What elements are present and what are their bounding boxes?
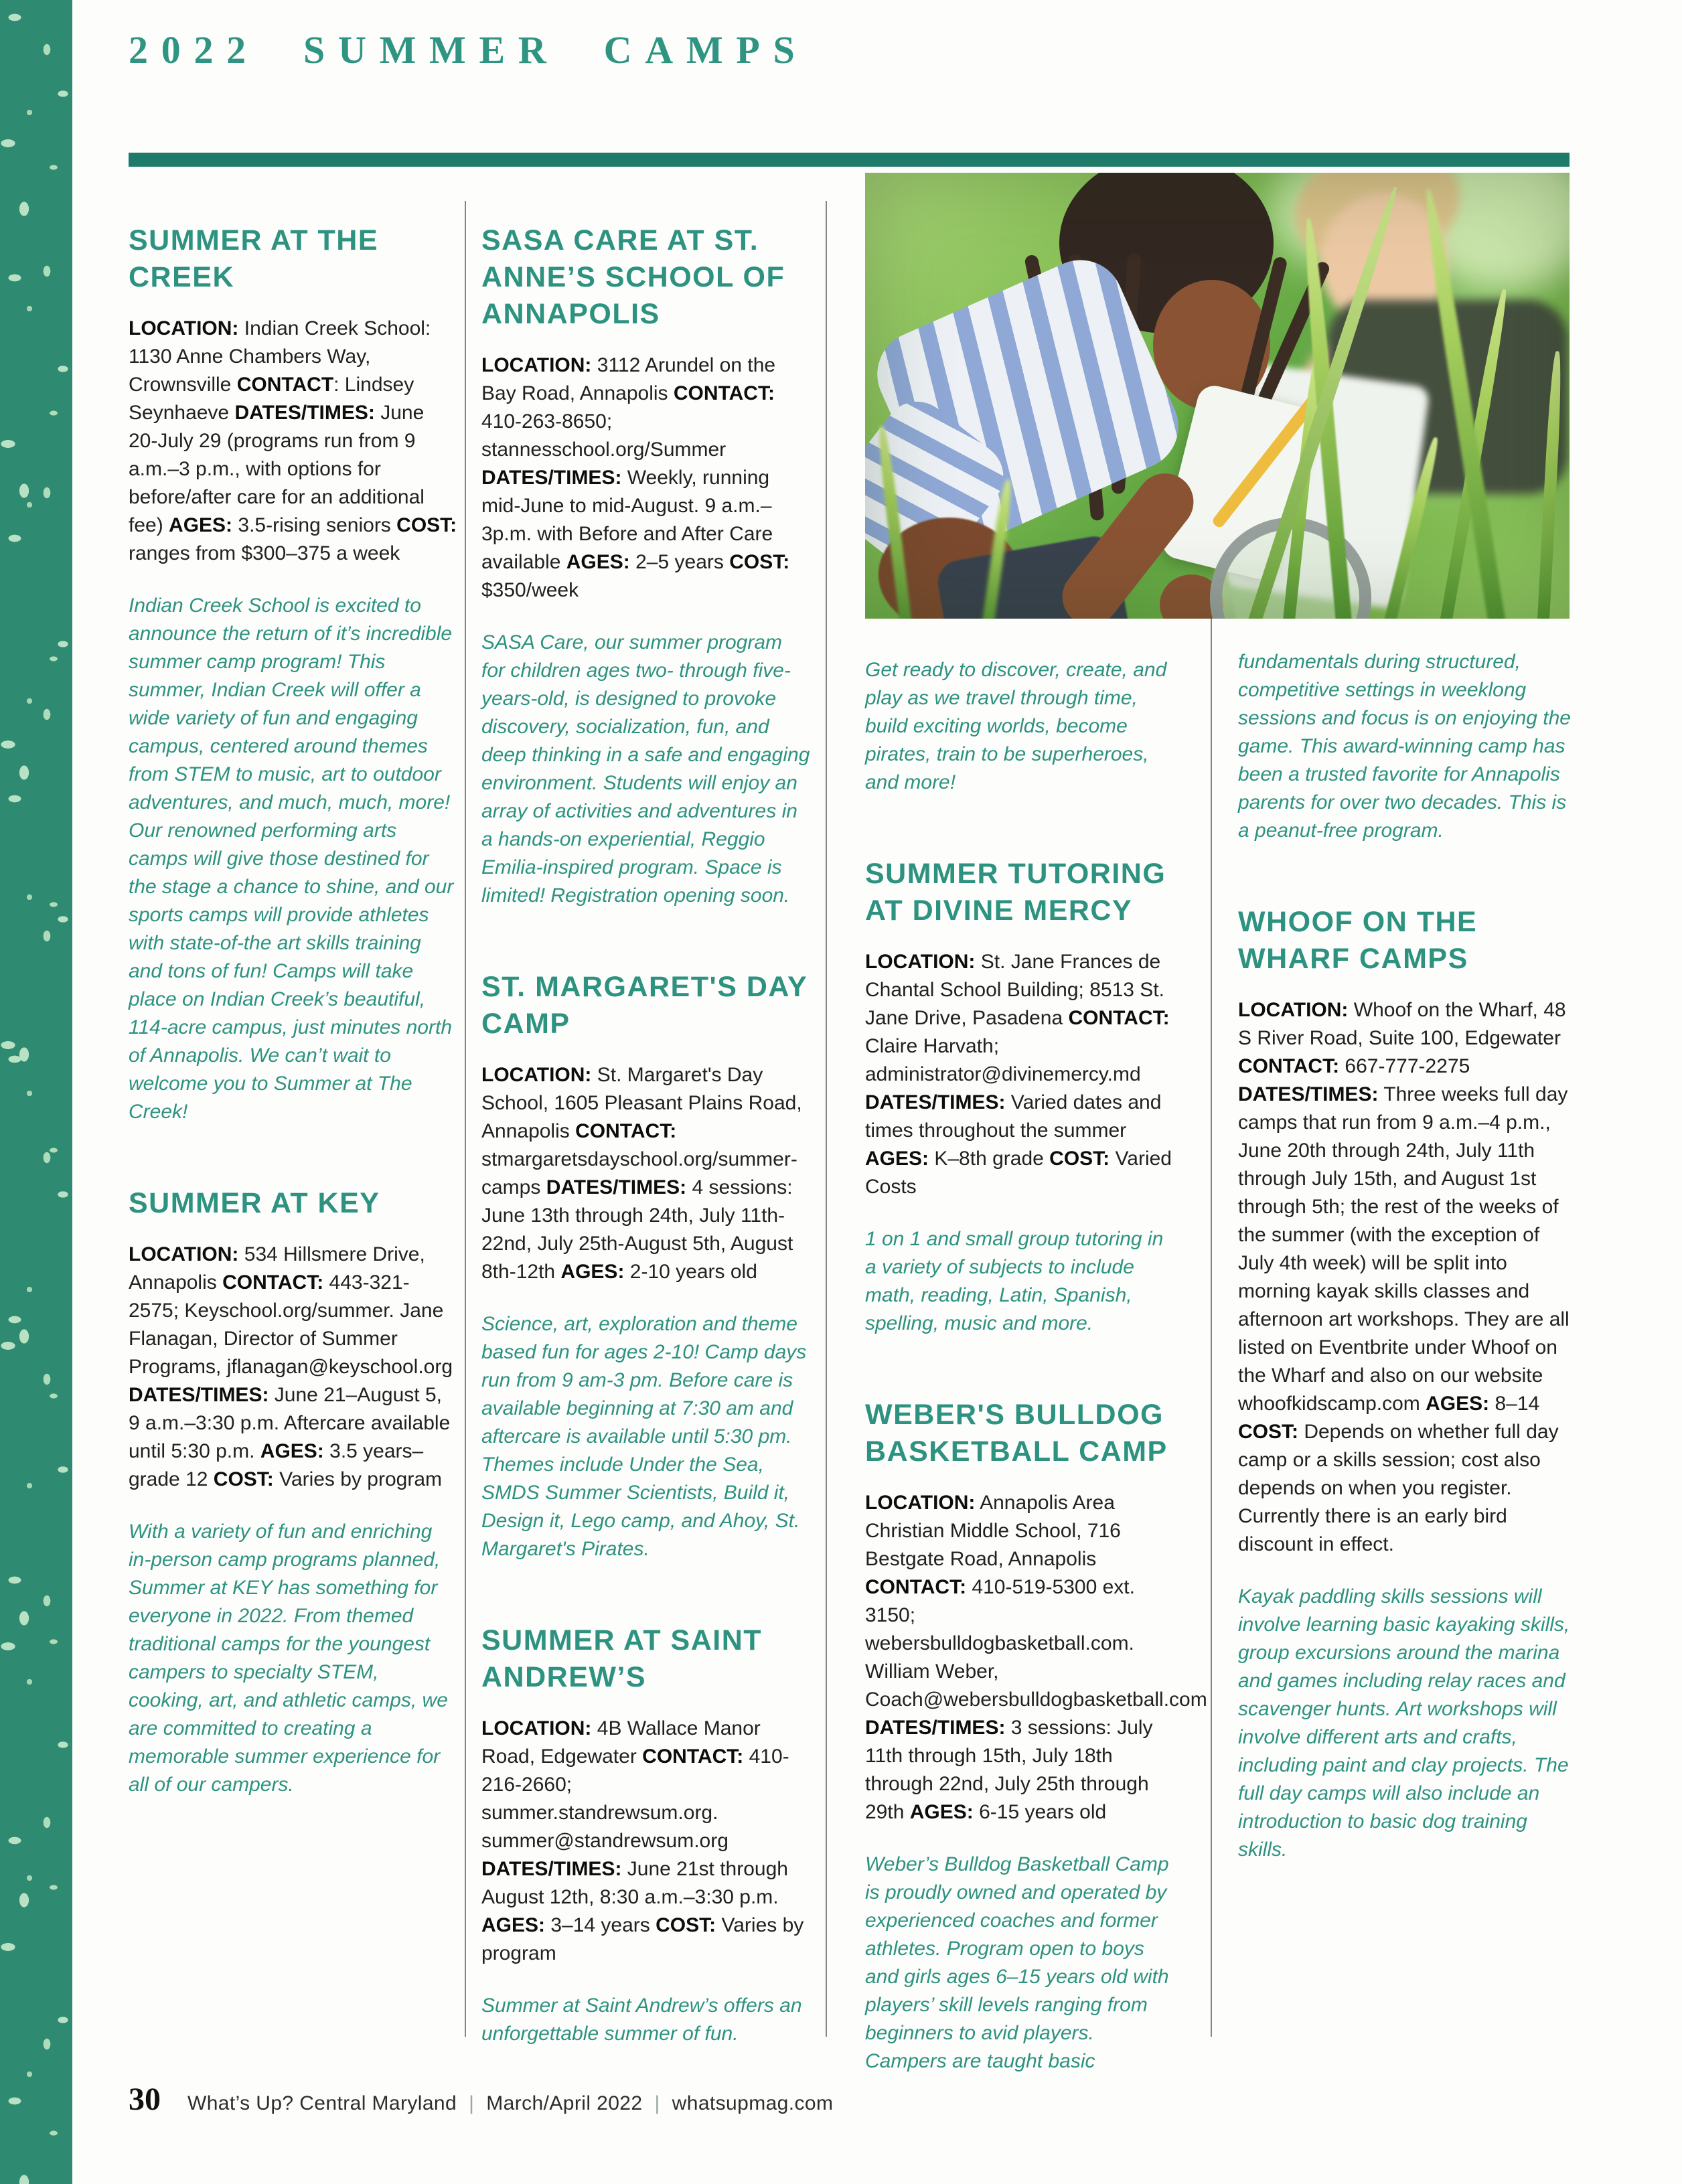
info-label: COST: bbox=[1049, 1148, 1110, 1170]
camp-description: Summer at Saint Andrew’s offers an unforgettable summer of fun. bbox=[481, 1995, 802, 2045]
camp-info: LOCATION: 3112 Arundel on the Bay Road, Annapolis CONTACT: 410-263-8650; stannesschool.org/Summer DATES/TIMES: Weekly, running mid-June to mid-August. 9 a.m.–3p.m. with Before and After Care available AGES: 2–5 years COST: $350/week bbox=[481, 354, 790, 601]
camp-info: LOCATION: 534 Hillsmere Drive, Annapolis CONTACT: 443-321-2575; Keyschool.org/summer. Jane Flanagan, Director of Summer Programs, jflanagan@keyschool.org DATES/TIMES: June 21–August 5, 9 a.m.–3:30 p.m. Aftercare available until 5:30 p.m. AGES: 3.5 years–grade 12 COST: Varies by program bbox=[129, 1243, 453, 1490]
info-label: COST: bbox=[213, 1468, 274, 1490]
camp-description: With a variety of fun and enriching in-person camp programs planned, Summer at KEY has something for everyone in 2022. From themed traditional camps for the youngest campers to specialty STEM, cooking, art, and athletic camps, we are committed to creating a memorable summer experience for all of our campers. bbox=[129, 1520, 448, 1796]
info-label: COST: bbox=[729, 551, 790, 573]
section-heading: SUMMER AT KEY bbox=[129, 1187, 380, 1219]
info-label: DATES/TIMES: bbox=[481, 1858, 622, 1880]
camp-description: fundamentals during structured, competitive settings in weeklong sessions and focus is on enjoying the game. This award-winning camp has been a trusted favorite for Annapolis parents for over two decades. This is a peanut-free program. bbox=[1238, 651, 1571, 842]
column-divider bbox=[465, 201, 466, 2037]
info-label: LOCATION: bbox=[481, 1717, 592, 1739]
footer-separator: | bbox=[469, 2092, 475, 2114]
page-footer bbox=[129, 2081, 833, 2118]
camp-description: Indian Creek School is excited to announce the return of it’s incredible summer camp program! This summer, Indian Creek will offer a wide variety of fun and engaging campus, centered around themes from STEM to music, art to outdoor adventures, and much, much, more! Our renowned performing arts camps will give those destined for the stage a chance to shine, and our sports camps will provide athletes with state-of-the art skills training and tons of fun! Camps will take place on Indian Creek’s beautiful, 114-acre campus, just minutes north of Annapolis. We can’t wait to welcome you to Summer at The Creek! bbox=[129, 595, 454, 1123]
photo-children-magnifying-glass bbox=[865, 173, 1570, 619]
camp-description: Kayak paddling skills sessions will involve learning basic kayaking skills, group excursions around the marina and games including relay races and scavenger hunts. Art workshops will involve different arts and crafts, including paint and clay projects. The full day camps will also include an introduction to basic dog training skills. bbox=[1238, 1585, 1570, 1861]
footer-item: March/April 2022 bbox=[486, 2092, 643, 2114]
info-label: CONTACT: bbox=[1068, 1007, 1170, 1029]
camp-info: LOCATION: Annapolis Area Christian Middle School, 716 Bestgate Road, Annapolis CONTACT: 410-519-5300 ext. 3150; webersbulldogbasketball.com. William Weber, Coach@webersbulldogbasketball.com DATES/TIMES: 3 sessions: July 11th through 15th, July 18th through 22nd, July 25th through 29th AGES: 6-15 years old bbox=[865, 1492, 1207, 1823]
decorative-side-band bbox=[0, 0, 72, 2184]
footer-text bbox=[187, 2092, 833, 2115]
camp-info: LOCATION: St. Jane Frances de Chantal School Building; 8513 St. Jane Drive, Pasadena CONTACT: Claire Harvath; administrator@divinemercy.md DATES/TIMES: Varied dates and times throughout the summer AGES: K–8th grade COST: Varied Costs bbox=[865, 951, 1172, 1198]
info-label: CONTACT: bbox=[575, 1120, 677, 1142]
info-label: LOCATION: bbox=[865, 951, 976, 973]
section-heading: WEBER'S BULLDOG BASKETBALL CAMP bbox=[865, 1399, 1168, 1468]
section-heading: SUMMER TUTORING AT DIVINE MERCY bbox=[865, 858, 1166, 927]
column-2 bbox=[481, 222, 811, 2048]
page-title: 2022 SUMMER CAMPS bbox=[129, 28, 808, 72]
info-label: AGES: bbox=[169, 514, 233, 536]
camp-info: LOCATION: Whoof on the Wharf, 48 S River Road, Suite 100, Edgewater CONTACT: 667-777-2275 DATES/TIMES: Three weeks full day camps that run from 9 a.m.–4 p.m., June 20th through 24th, July 11th through July 15th, and August 1st through 5th; the rest of the weeks of the summer (with the exception of July 4th week) will be split into morning kayak skills classes and afternoon art workshops. They are all listed on Eventbrite under Whoof on the Wharf and also on our website whoofkidscamp.com AGES: 8–14 COST: Depends on whether full day camp or a skills session; cost also depends on when you register. Currently there is an early bird discount in effect. bbox=[1238, 999, 1570, 1555]
section-heading: SASA CARE AT ST. ANNE’S SCHOOL OF ANNAPOLIS bbox=[481, 224, 785, 330]
info-label: COST: bbox=[396, 514, 457, 536]
info-label: AGES: bbox=[909, 1801, 974, 1823]
info-label: DATES/TIMES: bbox=[481, 467, 622, 489]
info-label: LOCATION: bbox=[129, 1243, 239, 1265]
info-label: CONTACT: bbox=[673, 382, 775, 404]
camp-info: LOCATION: 4B Wallace Manor Road, Edgewater CONTACT: 410-216-2660; summer.standrewsum.org. summer@standrewsum.org DATES/TIMES: June 21st through August 12th, 8:30 a.m.–3:30 p.m. AGES: 3–14 years COST: Varies by program bbox=[481, 1717, 804, 1964]
page-number: 30 bbox=[129, 2082, 161, 2117]
info-label: AGES: bbox=[1426, 1393, 1490, 1415]
info-label: DATES/TIMES: bbox=[234, 402, 375, 424]
camp-description: Weber’s Bulldog Basketball Camp is proudly owned and operated by experienced coaches and former athletes. Program open to boys and girls ages 6–15 years old with players’ skill levels ranging from beginners to avid players. Campers are taught basic bbox=[865, 1853, 1169, 2072]
footer-item: whatsupmag.com bbox=[672, 2092, 834, 2114]
info-label: CONTACT: bbox=[642, 1745, 744, 1768]
info-label: CONTACT: bbox=[222, 1271, 324, 1294]
camp-description: Get ready to discover, create, and play as we travel through time, build exciting worlds, become pirates, train to be superheroes, and more! bbox=[865, 659, 1167, 793]
info-label: AGES: bbox=[260, 1440, 324, 1462]
info-label: DATES/TIMES: bbox=[129, 1384, 269, 1406]
info-label: COST: bbox=[656, 1914, 716, 1936]
info-label: LOCATION: bbox=[129, 317, 239, 339]
camp-description: Science, art, exploration and theme based fun for ages 2-10! Camp days run from 9 am-3 pm. Before care is available beginning at 7:30 am and aftercare is available until 5:30 pm. Themes include Under the Sea, SMDS Summer Scientists, Build it, Design it, Lego camp, and Ahoy, St. Margaret's Pirates. bbox=[481, 1313, 807, 1560]
info-label: CONTACT bbox=[236, 374, 334, 396]
info-label: DATES/TIMES: bbox=[546, 1176, 687, 1198]
info-label: CONTACT: bbox=[865, 1576, 967, 1598]
info-label: AGES: bbox=[566, 551, 630, 573]
info-label: DATES/TIMES: bbox=[865, 1717, 1006, 1739]
info-label: COST: bbox=[1238, 1421, 1298, 1443]
camp-description: SASA Care, our summer program for children ages two- through five-years-old, is designed to provoke discovery, socialization, fun, and deep thinking in a safe and engaging environment. Students will enjoy an array of activities and adventures in a hands-on experiential, Reggio Emilia-inspired program. Space is limited! Registration opening soon. bbox=[481, 631, 810, 907]
info-label: DATES/TIMES: bbox=[865, 1091, 1006, 1113]
section-heading: SUMMER AT THE CREEK bbox=[129, 224, 379, 293]
info-label: CONTACT: bbox=[1238, 1055, 1340, 1077]
photo-vignette bbox=[865, 173, 1570, 619]
info-label: AGES: bbox=[865, 1148, 929, 1170]
info-label: LOCATION: bbox=[481, 1064, 592, 1086]
info-label: LOCATION: bbox=[481, 354, 592, 376]
info-label: DATES/TIMES: bbox=[1238, 1083, 1379, 1105]
column-1 bbox=[129, 222, 458, 1799]
camp-info: LOCATION: Indian Creek School: 1130 Anne Chambers Way, Crownsville CONTACT: Lindsey Seynhaeve DATES/TIMES: June 20-July 29 (programs run from 9 a.m.–3 p.m., with options for before/after care for an additional fee) AGES: 3.5-rising seniors COST: ranges from $300–375 a week bbox=[129, 317, 457, 564]
info-label: AGES: bbox=[560, 1261, 625, 1283]
camp-description: 1 on 1 and small group tutoring in a variety of subjects to include math, reading, Latin, Spanish, spelling, music and more. bbox=[865, 1228, 1164, 1334]
section-heading: ST. MARGARET'S DAY CAMP bbox=[481, 971, 808, 1040]
footer-item: What’s Up? Central Maryland bbox=[187, 2092, 457, 2114]
footer-separator: | bbox=[654, 2092, 660, 2114]
section-heading: SUMMER AT SAINT ANDREW’S bbox=[481, 1624, 763, 1693]
info-label: LOCATION: bbox=[865, 1492, 976, 1514]
column-4 bbox=[1238, 648, 1572, 1864]
camp-info: LOCATION: St. Margaret's Day School, 1605 Pleasant Plains Road, Annapolis CONTACT: stmargaretsdayschool.org/summer-camps DATES/TIMES: 4 sessions: June 13th through 24th, July 11th-22nd, July 25th-August 5th, August 8th-12th AGES: 2-10 years old bbox=[481, 1064, 802, 1283]
info-label: LOCATION: bbox=[1238, 999, 1349, 1021]
header-rule bbox=[129, 153, 1570, 167]
column-divider bbox=[826, 201, 827, 2037]
info-label: AGES: bbox=[481, 1914, 546, 1936]
column-3 bbox=[865, 656, 1207, 2076]
section-heading: WHOOF ON THE WHARF CAMPS bbox=[1238, 906, 1478, 975]
